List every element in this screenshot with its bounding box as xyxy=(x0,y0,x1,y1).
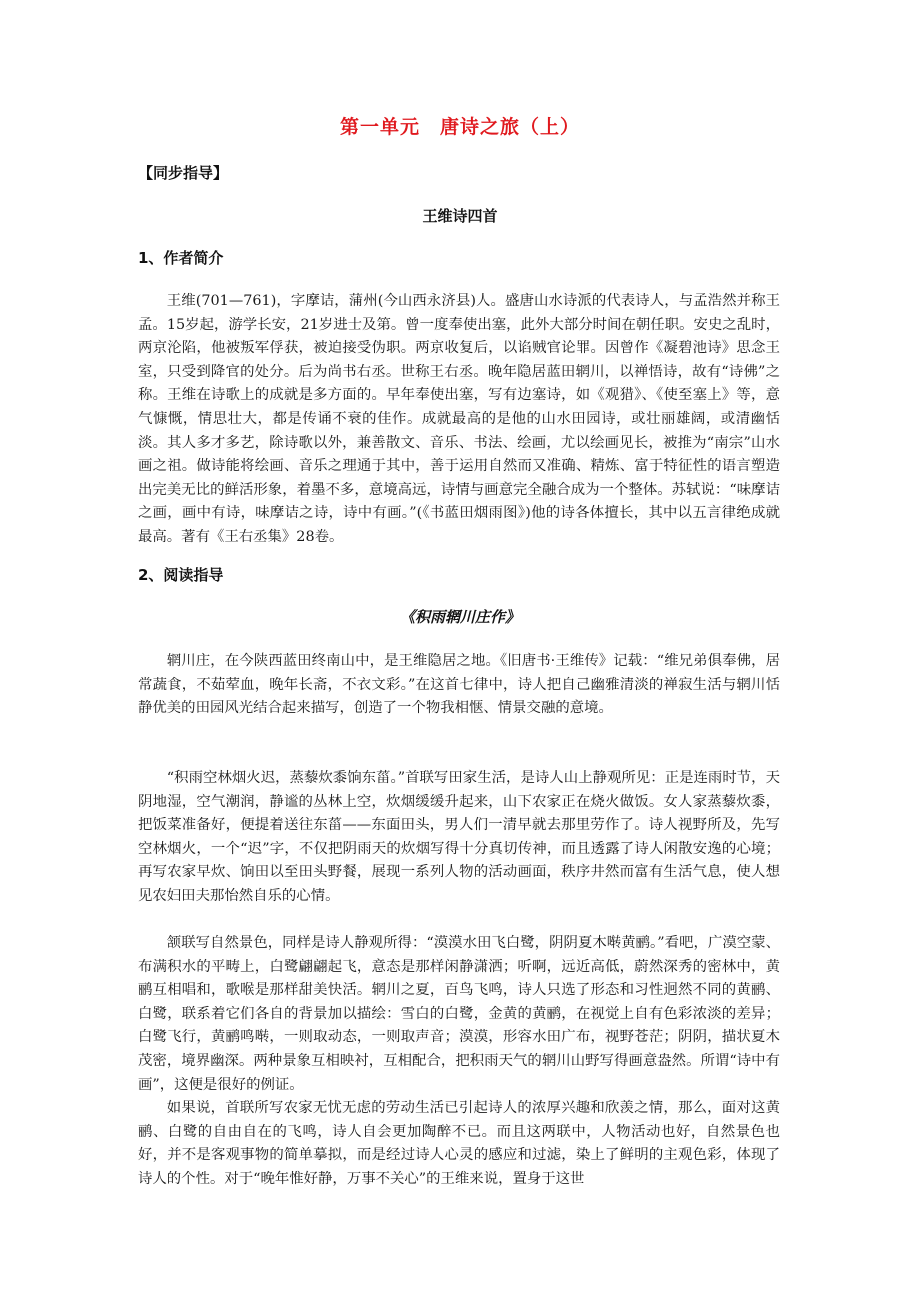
body-paragraph-2: “积雨空林烟火迟，蒸藜炊黍饷东菑。”首联写田家生活，是诗人山上静观所见：正是连雨时节，天阴地湿，空气潮润，静谧的丛林上空，炊烟缓缓升起来，山下农家正在烧火做饭。女人家蒸藜炊黍，把饭菜准备好，便提着送往东菑——东面田头，男人们一清早就去那里劳作了。诗人视野所及，先写空林烟火，一个“迟”字，不仅把阴雨天的炊烟写得十分真切传神，而且透露了诗人闲散安逸的心境；再写农家早炊、饷田以至田头野餐，展现一系列人物的活动画面，秩序井然而富有生活气息，使人想见农妇田夫那怡然自乐的心情。 xyxy=(138,770,780,904)
poem-title: 《积雨辋川庄作》 xyxy=(399,608,520,626)
heading-reading-guide: 2、阅读指导 xyxy=(138,566,224,584)
section-label: 【同步指导】 xyxy=(138,164,229,182)
author-bio-paragraph: 王维(701—761)，字摩诘，蒲州(今山西永济县)人。盛唐山水诗派的代表诗人，与孟浩然并称王孟。15岁起，游学长安，21岁进士及第。曾一度奉使出塞，此外大部分时间在朝任职。安史之乱时，两京沦陷，他被叛军俘获，被迫接受伪职。两京收复后，以谄贼官论罪。因曾作《凝碧池诗》思念王室，只受到降官的处分。后为尚书右丞。世称王右丞。晚年隐居蓝田辋川，以禅悟诗，故有“诗佛”之称。王维在诗歌上的成就是多方面的。早年奉使出塞，写有边塞诗，如《观猎》、《使至塞上》等，意气慷慨，情思壮大，都是传诵不衰的佳作。成就最高的是他的山水田园诗，或壮丽雄阔，或清幽恬淡。其人多才多艺，除诗歌以外，兼善散文、音乐、书法、绘画，尤以绘画见长，被推为“南宗”山水画之祖。做诗能将绘画、音乐之理通于其中，善于运用自然而又准确、精炼、富于特征性的语言塑造出完美无比的鲜活形象，着墨不多，意境高远，诗情与画意完全融合成为一个整体。苏轼说：“味摩诘之画，画中有诗，味摩诘之诗，诗中有画。”(《书蓝田烟雨图》)他的诗各体擅长，其中以五言律绝成就最高。著有《王右丞集》28卷。 xyxy=(138,293,780,545)
body-paragraph-3: 颔联写自然景色，同样是诗人静观所得：“漠漠水田飞白鹭，阴阴夏木啭黄鹂。”看吧，广漠空蒙、布满积水的平畴上，白鹭翩翩起飞，意态是那样闲静潇洒；听啊，远近高低，蔚然深秀的密林中，黄鹂互相唱和，歌喉是那样甜美快活。辋川之夏，百鸟飞鸣，诗人只选了形态和习性迥然不同的黄鹂、白鹭，联系着它们各自的背景加以描绘：雪白的白鹭，金黄的黄鹂，在视觉上自有色彩浓淡的差异；白鹭飞行，黄鹂鸣啭，一则取动态，一则取声音；漠漠，形容水田广布，视野苍茫；阴阴，描状夏木茂密，境界幽深。两种景象互相映衬，互相配合，把积雨天气的辋川山野写得画意盎然。所谓“诗中有画”，这便是很好的例证。 xyxy=(138,935,780,1093)
page-title: 第一单元 唐诗之旅（上） xyxy=(339,116,580,138)
body-paragraph-4: 如果说，首联所写农家无忧无虑的劳动生活已引起诗人的浓厚兴趣和欣羡之情，那么，面对这黄鹂、白鹭的自由自在的飞鸣，诗人自会更加陶醉不已。而且这两联中，人物活动也好，自然景色也好，并不是客观事物的简单摹拟，而是经过诗人心灵的感应和过滤，染上了鲜明的主观色彩，体现了诗人的个性。对于“晚年惟好静，万事不关心”的王维来说，置身于这世 xyxy=(138,1100,780,1187)
heading-author-intro: 1、作者简介 xyxy=(138,249,224,267)
subsection-title: 王维诗四首 xyxy=(422,207,498,225)
body-paragraph-1: 辋川庄，在今陕西蓝田终南山中，是王维隐居之地。《旧唐书·王维传》记载：“维兄弟俱奉佛，居常蔬食，不茹荤血，晚年长斋，不衣文彩。”在这首七律中，诗人把自己幽雅清淡的禅寂生活与辋川恬静优美的田园风光结合起来描写，创造了一个物我相惬、情景交融的意境。 xyxy=(138,653,780,717)
